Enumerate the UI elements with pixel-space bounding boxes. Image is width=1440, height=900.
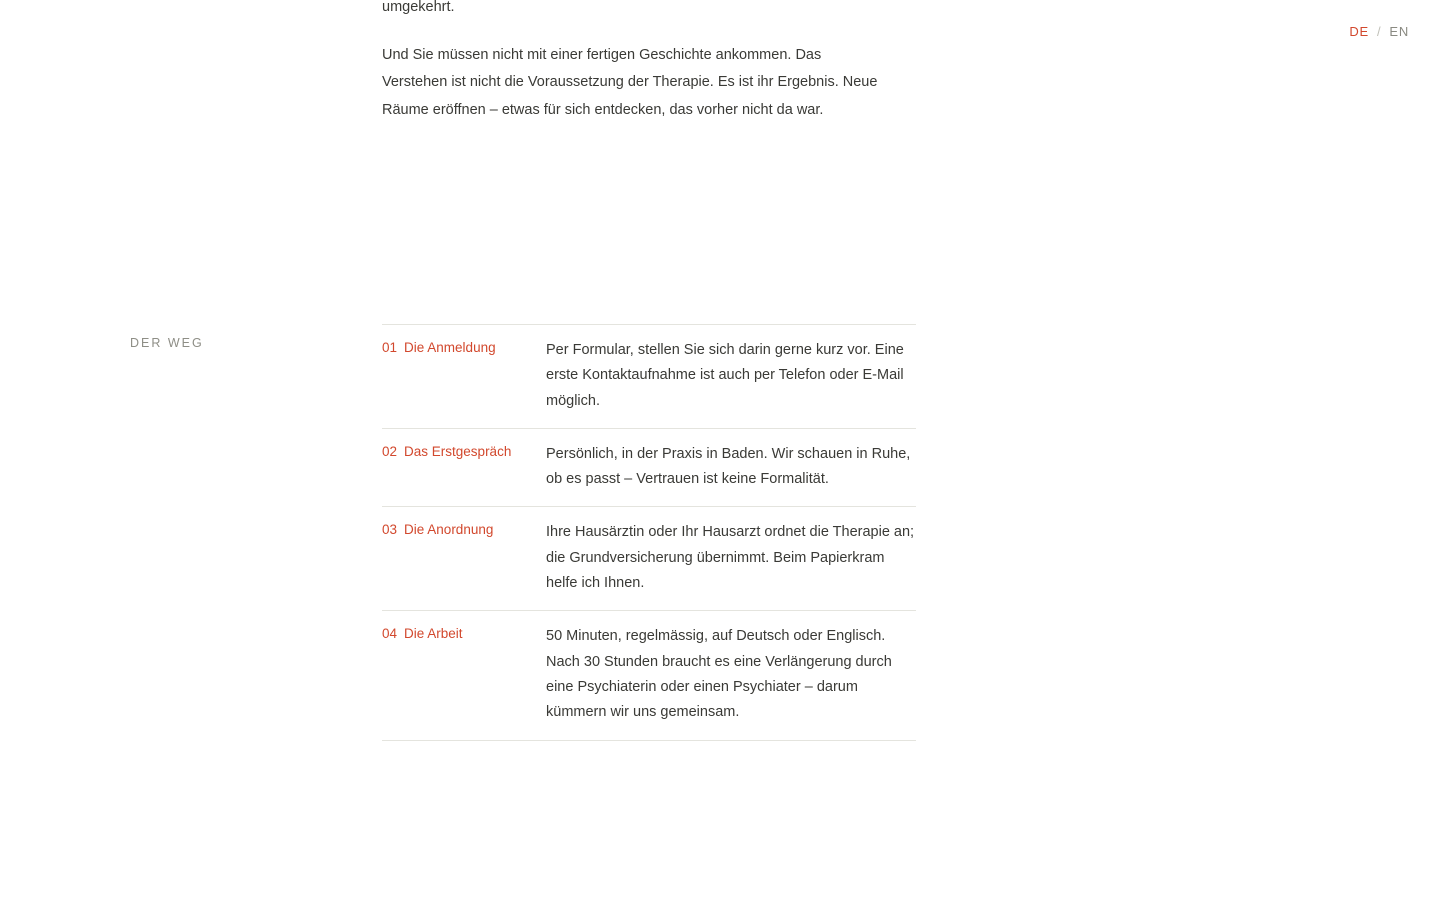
language-separator: /	[1376, 24, 1382, 39]
language-switch	[1349, 24, 1409, 39]
step-item	[382, 429, 916, 508]
step-heading	[382, 624, 546, 725]
step-item	[382, 507, 916, 611]
step-item	[382, 325, 916, 429]
intro-paragraph: Und Sie müssen nicht mit einer fertigen Geschichte ankommen. Das Verstehen ist nicht die Voraussetzung der Therapie. Es ist ihr Ergebnis. Neue Räume eröffnen – etwas für sich entdecken, das vorher nicht da war.	[382, 46, 878, 118]
step-number: 04	[382, 626, 398, 642]
intro-paragraph: umgekehrt.	[382, 0, 455, 15]
step-item	[382, 611, 916, 740]
step-heading	[382, 442, 546, 493]
step-number: 01	[382, 340, 398, 355]
intro-text	[382, 0, 882, 144]
step-title: Die Anordnung	[404, 522, 494, 538]
step-description: Per Formular, stellen Sie sich darin gerne kurz vor. Eine erste Kontaktaufnahme ist auch per Telefon oder E-Mail möglich.	[546, 342, 904, 409]
step-number: 02	[382, 443, 398, 459]
step-description: Persönlich, in der Praxis in Baden. Wir schauen in Ruhe, ob es passt – Vertrauen ist keine Formalität.	[546, 445, 911, 488]
language-option-de[interactable]: DE	[1349, 24, 1369, 39]
section-label: DER WEG	[130, 336, 204, 350]
step-title: Die Arbeit	[404, 626, 463, 642]
step-heading	[382, 338, 546, 414]
step-title: Das Erstgespräch	[404, 443, 512, 459]
step-title: Die Anmeldung	[404, 340, 496, 355]
step-description: 50 Minuten, regelmässig, auf Deutsch oder Englisch. Nach 30 Stunden braucht es eine Verlängerung durch eine Psychiaterin oder einen Psychiater – darum kümmern wir uns gemeinsam.	[546, 628, 892, 721]
steps-list	[382, 324, 916, 741]
step-description: Ihre Hausärztin oder Ihr Hausarzt ordnet die Therapie an; die Grundversicherung übernimmt. Beim Papierkram helfe ich Ihnen.	[546, 524, 915, 592]
step-number: 03	[382, 522, 398, 538]
step-heading	[382, 520, 546, 596]
language-option-en[interactable]: EN	[1389, 24, 1409, 39]
